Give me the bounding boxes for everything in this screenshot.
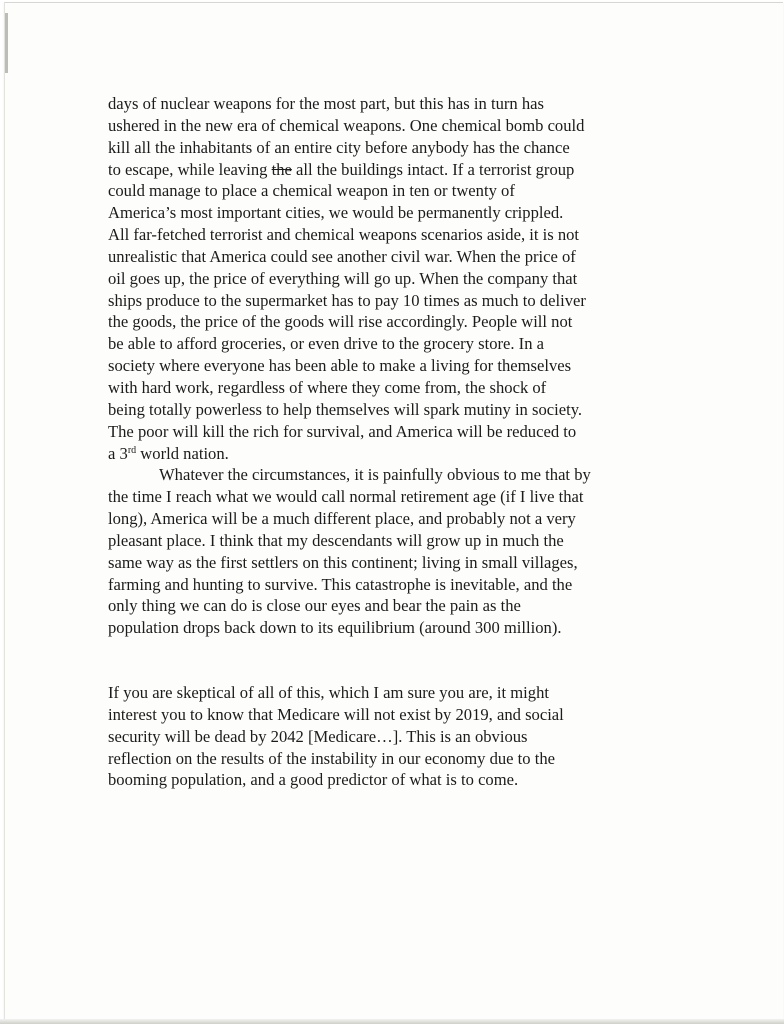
text-line: long), America will be a much different place, and probably not a very xyxy=(108,509,576,529)
text-segment: all the buildings intact. If a terrorist group xyxy=(291,159,575,179)
text-segment: to escape, while leaving xyxy=(108,159,272,179)
text-line: If you are skeptical of all of this, which I am sure you are, it might xyxy=(108,683,549,703)
text-line: booming population, and a good predictor of what is to come. xyxy=(108,770,519,790)
text-line: pleasant place. I think that my descendants will grow up in much the xyxy=(108,530,564,550)
text-segment: world nation. xyxy=(136,443,229,463)
text-line: being totally powerless to help themselves will spark mutiny in society. xyxy=(108,399,583,419)
text-line: America’s most important cities, we would be permanently crippled. xyxy=(108,203,564,223)
paragraph-gap xyxy=(108,639,673,682)
text-line: reflection on the results of the instability in our economy due to the xyxy=(108,748,556,768)
text-line: could manage to place a chemical weapon in ten or twenty of xyxy=(108,181,515,201)
text-line: farming and hunting to survive. This catastrophe is inevitable, and the xyxy=(108,574,573,594)
text-line: the goods, the price of the goods will rise accordingly. People will not xyxy=(108,312,573,332)
text-line: be able to afford groceries, or even drive to the grocery store. In a xyxy=(108,334,545,354)
page-edge-mark xyxy=(5,13,8,73)
text-line: oil goes up, the price of everything will go up. When the company that xyxy=(108,268,578,288)
page-bottom-edge xyxy=(0,1019,784,1024)
text-line: same way as the first settlers on this continent; living in small villages, xyxy=(108,552,578,572)
text-line: population drops back down to its equilibrium (around 300 million). xyxy=(108,618,562,638)
text-line: with hard work, regardless of where they come from, the shock of xyxy=(108,377,547,397)
text-line: All far-fetched terrorist and chemical weapons scenarios aside, it is not xyxy=(108,225,580,245)
text-line: ships produce to the supermarket has to pay 10 times as much to deliver xyxy=(108,290,586,310)
paragraph-3 xyxy=(108,682,673,791)
ordinal-superscript: rd xyxy=(127,444,137,456)
text-line: society where everyone has been able to make a living for themselves xyxy=(108,356,572,376)
paragraph-1 xyxy=(108,93,673,464)
paragraph-2 xyxy=(108,464,673,639)
text-line: only thing we can do is close our eyes and bear the pain as the xyxy=(108,596,521,616)
document-body xyxy=(108,93,673,791)
text-line: Whatever the circumstances, it is painfully obvious to me that by xyxy=(159,465,591,485)
text-line: interest you to know that Medicare will not exist by 2019, and social xyxy=(108,704,564,724)
text-line: kill all the inhabitants of an entire city before anybody has the chance xyxy=(108,137,570,157)
text-line: days of nuclear weapons for the most part, but this has in turn has xyxy=(108,94,544,113)
struck-word: the xyxy=(271,159,292,179)
text-line: The poor will kill the rich for survival, and America will be reduced to xyxy=(108,421,577,441)
text-line-with-correction xyxy=(108,159,673,181)
text-line: ushered in the new era of chemical weapons. One chemical bomb could xyxy=(108,115,585,135)
text-line: unrealistic that America could see another civil war. When the price of xyxy=(108,246,576,266)
text-line: the time I reach what we would call normal retirement age (if I live that xyxy=(108,487,584,507)
text-segment: a 3 xyxy=(108,443,128,463)
text-line: security will be dead by 2042 [Medicare…]. This is an obvious xyxy=(108,726,528,746)
text-line-with-superscript xyxy=(108,443,673,465)
